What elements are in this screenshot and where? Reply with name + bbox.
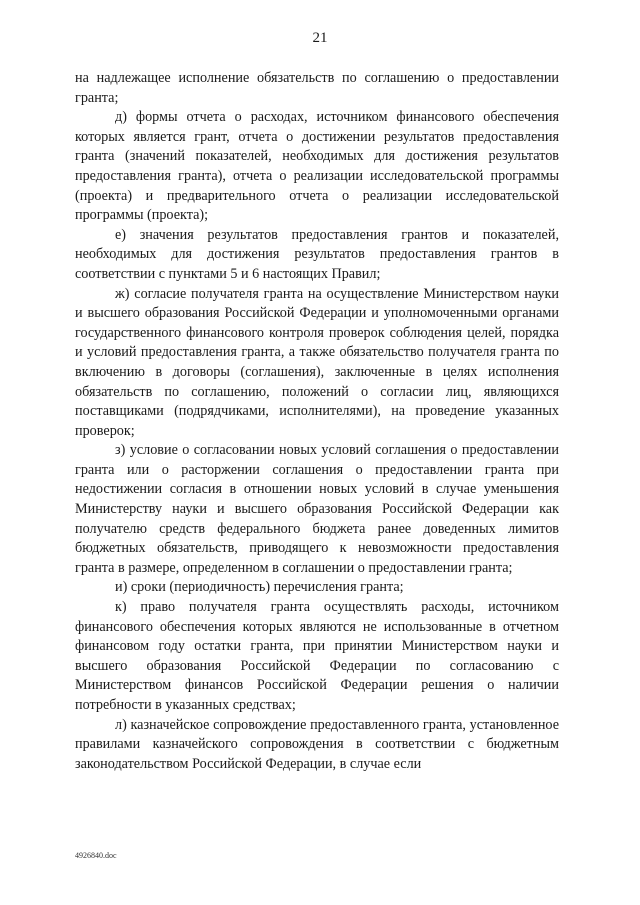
footer-filename: 4926840.doc <box>75 851 117 860</box>
document-body <box>75 69 559 774</box>
paragraph-continuation: на надлежащее исполнение обязательств по соглашению о предоставлении гранта; <box>75 70 559 106</box>
paragraph-item-e: е) значения результатов предоставления грантов и показателей, необходимых для достижения результатов предоставления грантов в соответствии с пунктами 5 и 6 настоящих Правил; <box>75 226 559 282</box>
paragraph-item-zh: ж) согласие получателя гранта на осуществление Министерством науки и высшего образования Российской Федерации и уполномоченными органами государственного финансового контроля проверок соблюдения целей, порядка и условий предоставления гранта, а также обязательство получателя гранта по включению в договоры (соглашения), заключенные в целях исполнения обязательств по соглашению, положений о согласии лиц, являющихся поставщиками (подрядчиками, исполнителями), на проведение указанных проверок; <box>75 285 559 439</box>
paragraph-item-k: к) право получателя гранта осуществлять расходы, источником финансового обеспечения которых являются не использованные в отчетном финансовом году остатки гранта, при принятии Министерством науки и высшего образования Российской Федерации по согласованию с Министерством финансов Российской Федерации решения о наличии потребности в указанных средствах; <box>75 599 559 713</box>
paragraph-item-d: д) формы отчета о расходах, источником финансового обеспечения которых является грант, отчета о достижении результатов предоставления гранта (значений показателей, необходимых для достижения результатов предоставления гранта), отчета о реализации исследовательской программы (проекта) и предварительного отчета о реализации исследовательской программы (проекта); <box>75 109 559 224</box>
paragraph-item-i: и) сроки (периодичность) перечисления гранта; <box>115 579 404 596</box>
paragraph-item-z: з) условие о согласовании новых условий соглашения о предоставлении гранта или о расторжении соглашения о предоставлении гранта при недостижении согласия в отношении новых условий в случае уменьшения Министерству науки и высшего образования Российской Федерации как получателю средств федерального бюджета ранее доведенных лимитов бюджетных обязательств, приводящего к невозможности предоставления гранта в размере, определенном в соглашении о предоставлении гранта; <box>75 442 559 576</box>
page-number: 21 <box>312 30 328 46</box>
paragraph-item-l: л) казначейское сопровождение предоставленного гранта, установленное правилами казначейского сопровождения в соответствии с бюджетным законодательством Российской Федерации, в случае если <box>75 716 559 772</box>
